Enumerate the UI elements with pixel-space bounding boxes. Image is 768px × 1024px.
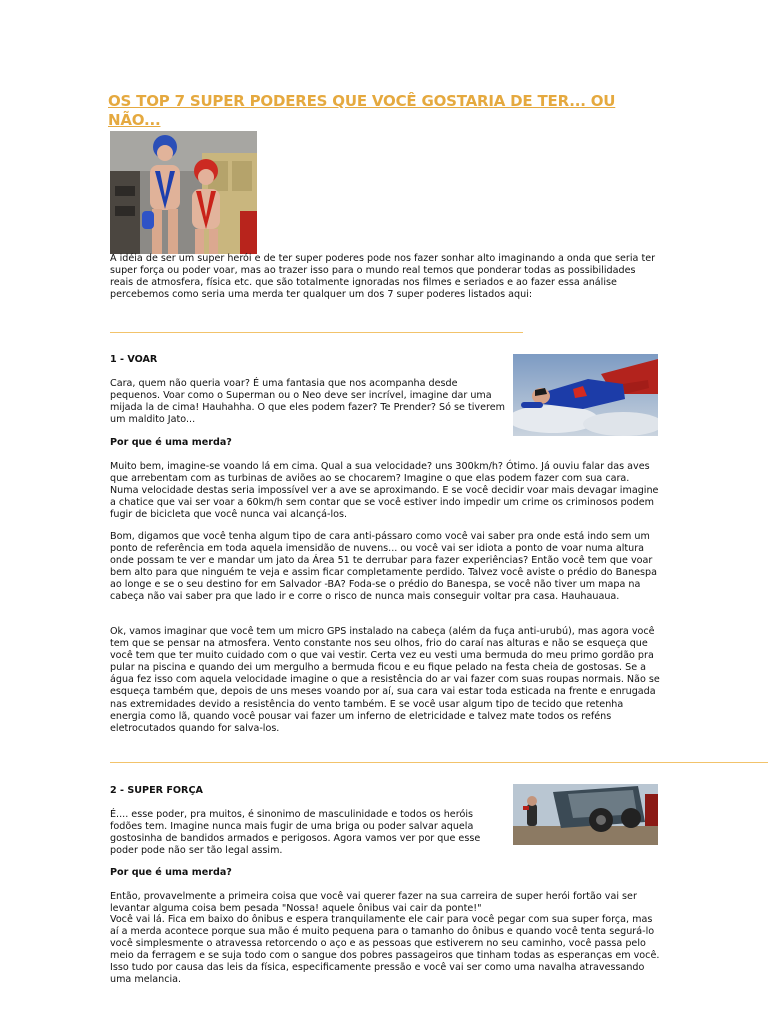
forca-paragraph-2a: Então, provavelmente a primeira coisa que você vai querer fazer na sua carreira de super herói fortão vai ser levantar alguma coisa bem pesada "Nossa! aquele ônibus vai cair da ponte!" [110, 891, 637, 915]
voar-paragraph-4: Ok, vamos imaginar que você tem um micro GPS instalado na cabeça (além da fuça anti-urubú), mas agora você tem que se pensar na atmosfera. Vento constante nos seu olhos, frio do caraí nas alturas e não se esqueça que você tem que ter muito cuidado com o que vai vestir. Certa vez eu vesti uma bermuda do meu primo gordão pra pular na piscina e quando dei um mergulho a bermuda ficou e eu fique pelado na festa cheia de gostosas. Se a água fez isso com aquela velocidade imagine o que a resistência do ar vai fazer com suas roupas normais. Não se esqueça também que, depois de uns meses voando por aí, sua cara vai estar toda esticada na frente e enrugada nas extremidades devido a resistência do vento também. E se você usar algum tipo de tecido que retenha energia como lã, quando você pousar vai fazer um inferno de eletricidade e talvez mate todos os reféns eletrocutados quando for salva-los. [110, 626, 660, 734]
truck-image [513, 784, 658, 845]
forca-intro-paragraph: É.... esse poder, pra muitos, é sinonimo de masculinidade e todos os heróis fodões tem. Imagine nunca mais fugir de uma briga ou poder salvar aquela gostosinha de bandidos armados e perigosos. Agora vamos ver por que esse poder pode não ser tão legal assim. [110, 809, 481, 857]
superman-image [513, 354, 658, 436]
section-divider [110, 762, 768, 763]
voar-intro-paragraph: Cara, quem não queria voar? É uma fantasia que nos acompanha desde pequenos. Voar como o Superman ou o Neo deve ser incrível, imagine dar uma mijada la de cima! Hauhahha. O que eles podem fazer? Te Prender? Só se tiverem um maldito Jato... [110, 378, 505, 426]
section-divider [110, 332, 523, 333]
voar-paragraph-2: Muito bem, imagine-se voando lá em cima. Qual a sua velocidade? uns 300km/h? Ótimo. Já ouviu falar das aves que arrebentam com as turbinas de aviões ao se chocarem? Imagine o que elas podem fazer com sua cara. Numa velocidade destas seria impossível ver a ave se aproximando. E se você decidir voar mais devagar imagine a chatice que vai ser voar a 60km/h sem contar que se você estiver indo impedir um crime os criminosos podem fugir de bicicleta que você nunca vai alcançá-los. [110, 461, 659, 521]
header-image [110, 131, 257, 254]
section-heading-voar: 1 - VOAR [110, 354, 158, 365]
forca-paragraph-2b: Você vai lá. Fica em baixo do ônibus e espera tranquilamente ele cair para você pegar com sua super força, mas aí a merda acontece porque sua mão é muito pequena para o tamanho do ônibus e quando você tenta segurá-lo você simplesmente o atravessa retorcendo o aço e as pessoas que estiverem no seu caminho, você passa pelo meio da ferragem e se suja todo com o sangue dos pobres passageiros que tinham todas as esperanças em você. Isso tudo por causa das leis da física, especificamente pressão e você vai ser como uma navalha atravessando uma melancia. [110, 914, 660, 986]
article-title[interactable]: OS TOP 7 SUPER PODERES QUE VOCÊ GOSTARIA DE TER... OU NÃO... [108, 92, 616, 129]
section-heading-super-forca: 2 - SUPER FORÇA [110, 785, 203, 796]
forca-question: Por que é uma merda? [110, 867, 232, 878]
intro-paragraph: A idéia de ser um super herói e de ter super poderes pode nos fazer sonhar alto imaginando a onda que seria ter super força ou poder voar, mas ao trazer isso para o mundo real temos que ponderar todas as possibilidades reais de atmosfera, física etc. que são totalmente ignoradas nos filmes e seriados e ao fazer essa análise percebemos como seria uma merda ter qualquer um dos 7 super poderes listados aqui: [110, 253, 656, 301]
voar-question: Por que é uma merda? [110, 437, 232, 448]
voar-paragraph-3: Bom, digamos que você tenha algum tipo de cara anti-pássaro como você vai saber pra onde está indo sem um ponto de referência em toda aquela imensidão de nuvens... ou você vai ser idiota a ponto de voar numa altura onde possam te ver e mandar um jato da Área 51 te derrubar para fazer experiências? Então você tem que voar bem alto para que ninguém te veja e assim ficar completamente perdido. Talvez você aviste o prédio do Banespa ao longe e se o seu destino for em Salvador -BA? Foda-se o prédio do Banespa, se você não tiver um mapa na cabeça não vai saber pra que lado ir e corre o risco de nunca mais conseguir voltar pra casa. Hauhauaua. [110, 531, 658, 603]
